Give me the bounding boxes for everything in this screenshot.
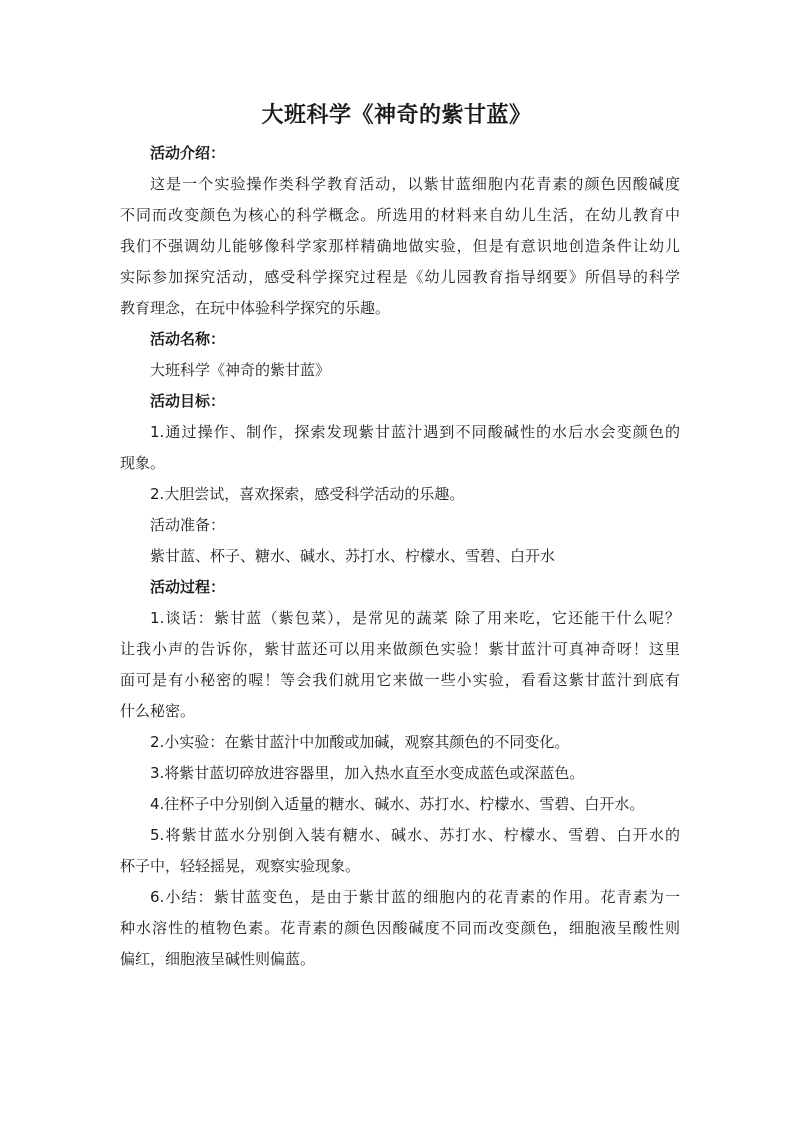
text-line: 活动准备： xyxy=(150,516,226,534)
text-line: 教育理念，在玩中体验科学探究的乐趣。 xyxy=(120,299,391,317)
text-line: 3.将紫甘蓝切碎放进容器里，加入热水直至水变成蓝色或深蓝色。 xyxy=(150,764,585,782)
text-line: 1.谈话：紫甘蓝（紫包菜），是常见的蔬菜 除了用来吃，它还能干什么呢？ xyxy=(150,609,680,627)
text-line: 不同而改变颜色为核心的科学概念。所选用的材料来自幼儿生活，在幼儿教育中 xyxy=(120,206,680,224)
text-line: 让我小声的告诉你，紫甘蓝还可以用来做颜色实验！紫甘蓝汁可真神奇呀！这里 xyxy=(120,640,680,658)
text-line: 杯子中，轻轻摇晃，观察实验现象。 xyxy=(120,857,361,875)
document-body xyxy=(120,138,680,975)
text-line: 1.通过操作、制作，探索发现紫甘蓝汁遇到不同酸碱性的水后水会变颜色的 xyxy=(150,423,680,441)
text-line: 我们不强调幼儿能够像科学家那样精确地做实验，但是有意识地创造条件让幼儿 xyxy=(120,237,680,255)
section-heading: 活动目标： xyxy=(150,392,226,410)
text-line: 紫甘蓝、杯子、糖水、碱水、苏打水、柠檬水、雪碧、白开水 xyxy=(150,547,556,565)
text-line: 大班科学《神奇的紫甘蓝》 xyxy=(150,361,331,379)
text-line: 6.小结：紫甘蓝变色，是由于紫甘蓝的细胞内的花青素的作用。花青素为一 xyxy=(150,888,680,906)
section-heading: 活动过程： xyxy=(150,578,226,596)
text-line: 种水溶性的植物色素。花青素的颜色因酸碱度不同而改变颜色，细胞液呈酸性则 xyxy=(120,919,680,937)
text-line: 2.小实验：在紫甘蓝汁中加酸或加碱，观察其颜色的不同变化。 xyxy=(150,733,570,751)
text-line: 2.大胆尝试，喜欢探索，感受科学活动的乐趣。 xyxy=(150,485,465,503)
text-line: 实际参加探究活动，感受科学探究过程是《幼儿园教育指导纲要》所倡导的科学 xyxy=(120,268,680,286)
section-heading: 活动介绍： xyxy=(150,144,226,162)
section-heading: 活动名称： xyxy=(150,330,226,348)
text-line: 5.将紫甘蓝水分别倒入装有糖水、碱水、苏打水、柠檬水、雪碧、白开水的 xyxy=(150,826,680,844)
text-line: 现象。 xyxy=(120,454,166,472)
document-title: 大班科学《神奇的紫甘蓝》 xyxy=(261,103,532,128)
text-line: 什么秘密。 xyxy=(120,702,196,720)
text-line: 偏红，细胞液呈碱性则偏蓝。 xyxy=(120,950,316,968)
text-line: 4.往杯子中分别倒入适量的糖水、碱水、苏打水、柠檬水、雪碧、白开水。 xyxy=(150,795,645,813)
text-line: 面可是有小秘密的喔！等会我们就用它来做一些小实验，看看这紫甘蓝汁到底有 xyxy=(120,671,680,689)
text-line: 这是一个实验操作类科学教育活动，以紫甘蓝细胞内花青素的颜色因酸碱度 xyxy=(150,175,680,193)
